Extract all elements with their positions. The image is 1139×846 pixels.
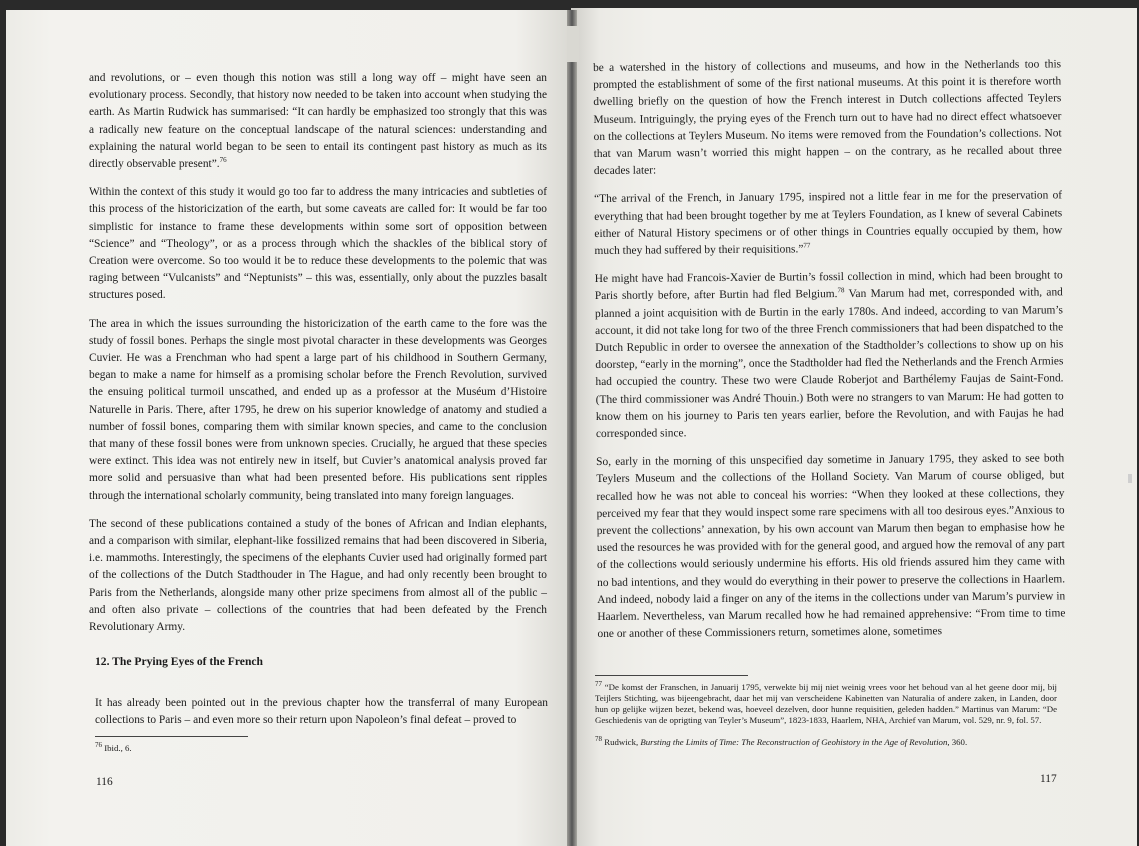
footnote-ref: 76 [219,156,227,165]
quote-text: “The arrival of the French, in January 1795, inspired not a little fear in me for the preservation of everything that had been brought together by me at Teylers Foundation, as I knew of several Cabinets either of Natural History specimens or of other things in Countries equally occupied by them, how much they had suffered by their requisitions.” [594,189,1063,258]
footnote-title: Bursting the Limits of Time: The Reconstruction of Geohistory in the Age of Revolution [640,737,948,747]
paragraph-text: Van Marum had met, corresponded with, and planned a joint acquisition with de Burtin in the early 1780s. And indeed, according to van Marum’s account, it did not take long for two of the three French commissioners that had been dispatched to the Dutch Republic in order to oversee the annexation of the Stadtholder’s collections to show up on his doorstep, “early in the morning”, once the Stadtholder had fled the Netherlands and the French Armies had occupied the country. These two were Claude Roberjot and Barthélemy Faujas de Saint-Fond. (The third commissioner was André Thouin.) Both were no strangers to van Marum: He had gotten to know them on his journey to Paris ten years earlier, before the Revolution, and with Faujas he had corresponded since. [594,286,1064,441]
right-page [571,8,1137,846]
left-page [6,10,572,846]
book-gutter [567,10,577,846]
footnote [595,737,1057,748]
page-number: 117 [1040,773,1057,785]
right-body-text [593,56,1066,654]
paragraph [595,268,1064,444]
scan-mark [1128,474,1132,483]
footnote [95,743,395,754]
footnote-ref: 78 [837,286,845,295]
paragraph: Within the context of this study it would go too far to address the many intricacies and subtleties of this process of the historicization of the earth, but some caveats are called for: It would be far too simplistic for instance to frame these developments within some sort of opposition between “Science” and “Theology”, or as a process through which the shackles of the biblical story of Creation were overcome. So too would it be to reduce these developments to the polemic that was raging between “Vulcanists” and “Neptunists” – this was, essentially, only about the puzzles basalt structures posed. [89,186,547,302]
footnote-rule [595,675,748,676]
footnote-text: , 360. [947,737,968,747]
block-quote [594,188,1063,260]
paragraph: be a watershed in the history of collections and museums, and how in the Netherlands too this prompted the establishment of some of the first national museums. At this point it is therefore worth dwelling briefly on the question of how the French interest in Dutch collections affected Teylers Museum. Intriguingly, the prying eyes of the French turn out to have had no direct effect whatsoever on the collections at Teylers Museum. No items were removed from the Foundation’s collections. Not that van Marum wasn’t worried this might happen – on the contrary, as he recalled about three decades later: [593,58,1062,178]
footnote-text: Rudwick, [604,737,641,747]
footnote-number: 78 [595,735,602,744]
paragraph: The area in which the issues surrounding the historicization of the earth came to the fore was the study of fossil bones. Perhaps the single most pivotal character in these developments was Georges Cuvier. He was a Frenchman who had spent a large part of his childhood in Southern Germany, began to make a name for himself as a promising scholar before the French Revolution, survived the ensuing political turmoil unscathed, and ended up as a professor at the Muséum d’Histoire Naturelle in Paris. There, after 1795, he drew on his superior knowledge of anatomy and studied a number of fossil bones, comparing them with similar known species, and came to the conclusion that many of these fossil bones were from unknown species. Crucially, he argued that these species were extinct. This idea was not entirely new in itself, but Cuvier’s anatomical analysis proved far more solid and persuasive than what had been presented before. His publications sent ripples through the international scholarly community, being translated into many foreign languages. [89,317,547,502]
footnote-ref: 77 [803,241,811,250]
paragraph-text: He might have had Francois-Xavier de Burtin’s fossil collection in mind, which had been brought to Paris shortly before, after Burtin had fled Belgium. [594,269,1063,303]
binding-tab [567,26,579,62]
footnote-rule [95,736,248,737]
page-number: 116 [96,776,113,788]
footnote-number: 76 [95,741,102,750]
section-heading: 12. The Prying Eyes of the French [95,655,263,668]
left-body-text [89,70,547,647]
paragraph: So, early in the morning of this unspecified day sometime in January 1795, they asked to see both Teylers Museum and the collections of the Holland Society. Van Marum of course obliged, but recalled how he was not able to conceal his worries: “When they looked at these collections, they perceived my fear that they would inspect some rare specimens with all too desirous eyes.”Anxious to prevent the collections’ annexation, by his own account van Marum then began to emphasise how he used the resources he was provided with for the general good, and argued how the removal of any part of the collections would seriously undermine his efforts. His old friends assured him they came with no bad intentions, and they would do everything in their power to preserve the collections in Haarlem. And indeed, nobody laid a finger on any of the items in the collections under van Marum’s purview in Haarlem. Nevertheless, van Marum recalled how he had remained apprehensive: “From time to time one or another of these Commissioners return, sometimes alone, sometimes [596,452,1066,641]
footnote-text: Ibid., 6. [104,743,132,753]
paragraph [89,70,547,173]
footnote-number: 77 [595,680,602,689]
paragraph: It has already been pointed out in the previous chapter how the transferral of many European collections to Paris – and even more so their return upon Napoleon’s final defeat – proved to [95,697,548,727]
paragraph: The second of these publications contained a study of the bones of African and Indian elephants, and a comparison with similar, elephant-like fossilized remains that had been discovered in Siberia, i.e. mammoths. Interestingly, the specimens of the elephants Cuvier used had originally formed part of the collections of the Dutch Stadthouder in The Hague, and had only recently been brought to Paris from the Netherlands, alongside many other prize specimens from almost all of the public – and often also private – collections of the countries that had been defeated by the French Revolutionary Army. [89,517,547,634]
footnote-text: “De komst der Franschen, in Januarij 1795, verwekte bij mij niet weinig vrees voor het behoud van al het geene door mij, bij Teijlers Stichting, was bijeengebracht, daar het mij van verscheidene Kabinetten van Naturalia of andere zaken, in Landen, door hun op gelijke wijzen bezet, bekend was, hoeveel dezelven, door hunne requisitien, geleden hadden.” Martinus van Marum: “De Geschiedenis van de oprigting van Teyler’s Museum”, 1823-1833, Haarlem, NHA, Archief van Marum, vol. 529, nr. 9, fol. 57. [595,682,1057,725]
footnote [595,682,1057,726]
paragraph-text: and revolutions, or – even though this notion was still a long way off – might have seen an evolutionary process. Secondly, that history now needed to be taken into account when studying the earth. As Martin Rudwick has summarised: “It can hardly be emphasized too strongly that this was a radically new feature on the conceptual landscape of the natural sciences: understanding and explaining the natural world began to be seen to entail its contingent past history as much as its directly observable present”. [89,72,547,171]
